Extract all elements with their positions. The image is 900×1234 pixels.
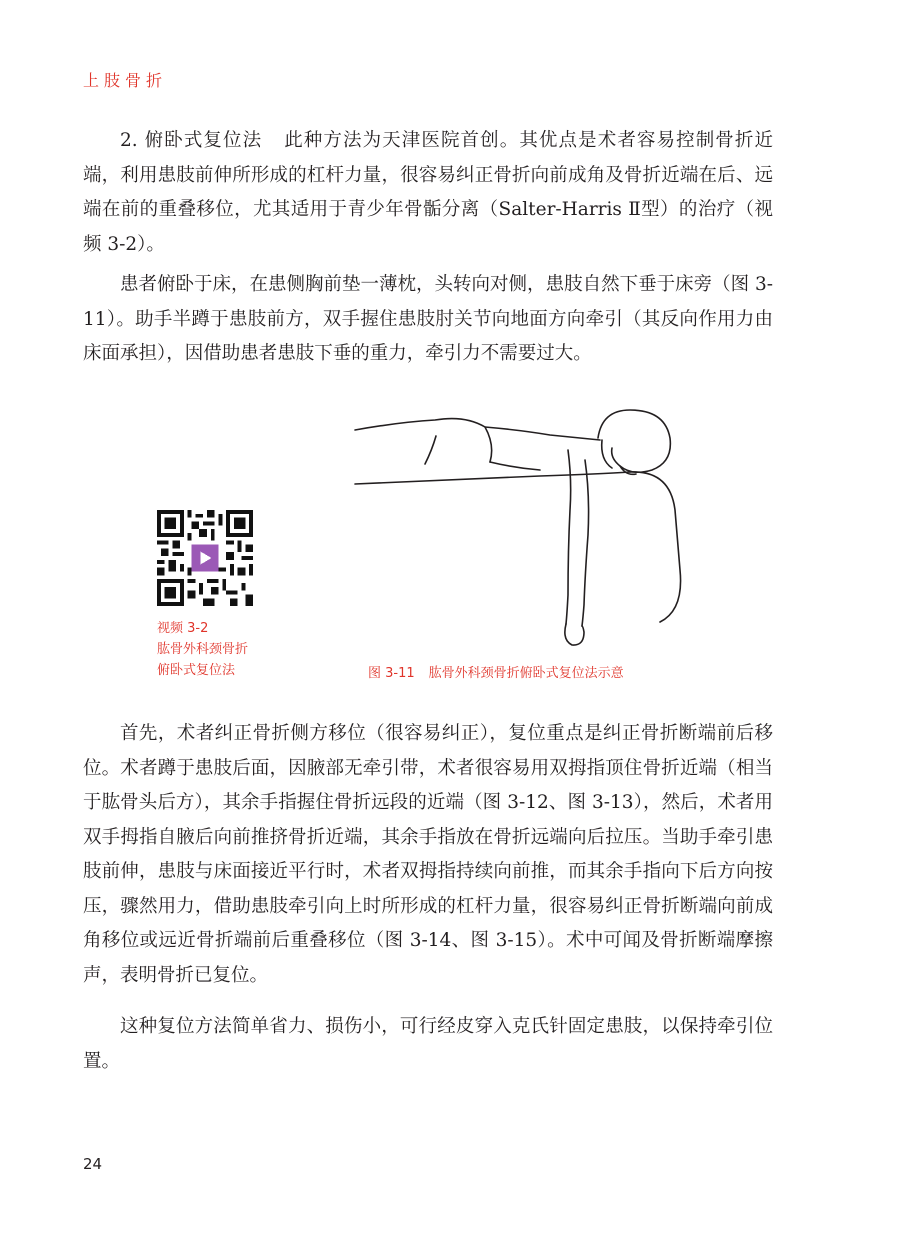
patient-head (598, 410, 670, 474)
patient-body (355, 419, 600, 470)
page-number: 24 (83, 1155, 103, 1173)
figure-caption-text: 肱骨外科颈骨折俯卧式复位法示意 (428, 666, 624, 681)
video-caption (157, 618, 317, 681)
paragraph-method-intro (83, 124, 773, 262)
bed-edge (355, 472, 681, 622)
running-header: 上肢骨折 (83, 71, 168, 90)
video-title-line1: 肱骨外科颈骨折 (157, 642, 249, 657)
paragraph-text: 此种方法为天津医院首创。其优点是术者容易控制骨折近端，利用患肢前伸所形成的杠杆力量，很容易纠正骨折向前成角及骨折近端在后、远端在前的重叠移位，尤其适用于青少年骨骺分离（Salter-Harris Ⅱ型）的治疗（视频 3-2）。 (83, 130, 773, 255)
paragraph-patient-position: 患者俯卧于床，在患侧胸前垫一薄枕，头转向对侧，患肢自然下垂于床旁（图 3-11）。助手半蹲于患肢前方，双手握住患肢肘关节向地面方向牵引（其反向作用力由床面承担），因借助患者患肢下垂的重力，牵引力不需要过大。 (83, 274, 773, 364)
video-label: 视频 3-2 (157, 621, 209, 636)
video-title-line2: 俯卧式复位法 (157, 663, 236, 678)
hanging-arm (565, 450, 589, 645)
figure-illustration (340, 400, 700, 660)
figure-caption (368, 662, 624, 681)
section-label: 2. 俯卧式复位法 (120, 130, 263, 151)
video-qr-code[interactable] (157, 510, 257, 610)
paragraph-conclusion: 这种复位方法简单省力、损伤小，可行经皮穿入克氏针固定患肢，以保持牵引位置。 (83, 1016, 773, 1072)
figure-number: 图 3-11 (368, 666, 415, 681)
qr-code-icon (157, 510, 253, 606)
paragraph-reduction-steps: 首先，术者纠正骨折侧方移位（很容易纠正），复位重点是纠正骨折断端前后移位。术者蹲于患肢后面，因腋部无牵引带，术者很容易用双拇指顶住骨折近端（相当于肱骨头后方），其余手指握住骨折远段的近端（图 3-12、图 3-13），然后，术者用双手拇指自腋后向前推挤骨折近端，其余手指放在骨折远端向后拉压。当助手牵引患肢前伸，患肢与床面接近平行时，术者双拇指持续向前推，而其余手指向下后方向按压，骤然用力，借助患肢牵引向上时所形成的杠杆力量，很容易纠正骨折断端向前成角移位或远近骨折端前后重叠移位（图 3-14、图 3-15）。术中可闻及骨折断端摩擦声，表明骨折已复位。 (83, 723, 773, 986)
